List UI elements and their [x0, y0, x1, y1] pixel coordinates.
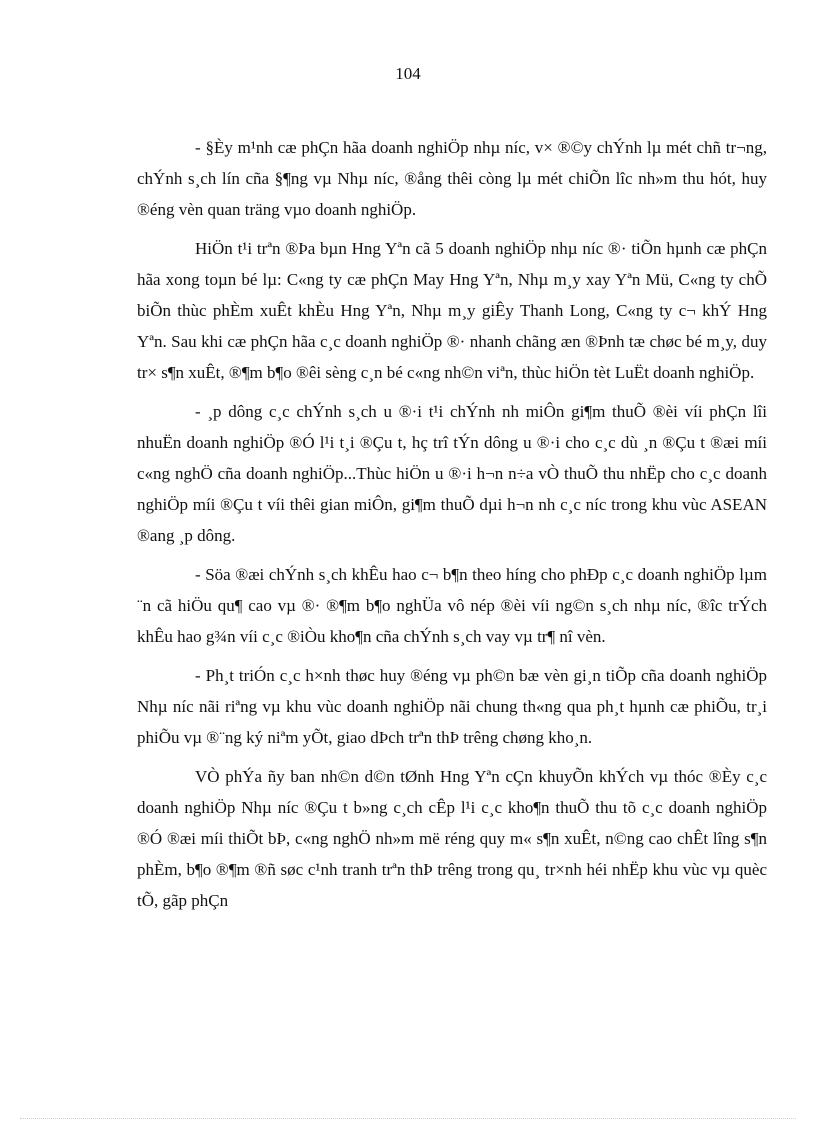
paragraph: - §Èy m¹nh cæ phÇn hãa doanh nghiÖp nhµ níc, v× ®©y chÝnh lµ mét chñ tr¬ng, chÝnh s¸ch lín cña §¶ng vµ Nhµ níc, ®ång thêi còng lµ mét chiÕn lîc nh»m thu hót, huy ®éng vèn quan träng vµo doanh nghiÖp.	[137, 138, 767, 219]
paragraph: HiÖn t¹i trªn ®Þa bµn Hng Yªn cã 5 doanh nghiÖp nhµ níc ®· tiÕn hµnh cæ phÇn hãa xong toµn bé lµ: C«ng ty cæ phÇn May Hng Yªn, Nhµ m¸y xay Yªn Mü, C«ng ty chÕ biÕn thùc phÈm xuÊt khÈu Hng Yªn, Nhµ m¸y giÊy Thanh Long, C«ng ty c¬ khÝ Hng Yªn. Sau khi cæ phÇn hãa c¸c doanh nghiÖp ®· nhanh chãng æn ®Þnh tæ chøc bé m¸y, duy tr× s¶n xuÊt, ®¶m b¶o ®êi sèng c¸n bé c«ng nh©n viªn, thùc hiÖn tèt LuËt doanh nghiÖp.	[137, 239, 767, 382]
page-number: 104	[395, 64, 421, 83]
body-text	[137, 132, 767, 924]
paragraph: - Söa ®æi chÝnh s¸ch khÊu hao c¬ b¶n theo híng cho phÐp c¸c doanh nghiÖp lµm ¨n cã hiÖu qu¶ cao vµ ®· ®¶m b¶o nghÜa vô nép ®èi víi ng©n s¸ch nhµ níc, ®îc trÝch khÊu hao g¾n víi c¸c ®iÒu kho¶n cña chÝnh s¸ch vay vµ tr¶ nî vèn.	[137, 565, 767, 646]
bottom-divider	[20, 1118, 796, 1119]
paragraph: VÒ phÝa ñy ban nh©n d©n tØnh Hng Yªn cÇn khuyÕn khÝch vµ thóc ®Èy c¸c doanh nghiÖp Nhµ níc ®Çu t b»ng c¸ch cÊp l¹i c¸c kho¶n thuÕ thu tõ c¸c doanh nghiÖp ®Ó ®æi míi thiÕt bÞ, c«ng nghÖ nh»m më réng quy m« s¶n xuÊt, n©ng cao chÊt lîng s¶n phÈm, b¶o ®¶m ®ñ søc c¹nh tranh trªn thÞ trêng trong qu¸ tr×nh héi nhËp khu vùc vµ quèc tÕ, gãp phÇn	[137, 767, 767, 910]
paragraph: - ¸p dông c¸c chÝnh s¸ch u ®·i t¹i chÝnh nh miÔn gi¶m thuÕ ®èi víi phÇn lîi nhuËn doanh nghiÖp ®Ó l¹i t¸i ®Çu t, hç trî tÝn dông u ®·i cho c¸c dù ¸n ®Çu t ®æi míi c«ng nghÖ cña doanh nghiÖp...Thùc hiÖn u ®·i h¬n n÷a vÒ thuÕ thu nhËp cho c¸c doanh nghiÖp míi ®Çu t víi thêi gian miÔn, gi¶m thuÕ dµi h¬n nh c¸c níc trong khu vùc ASEAN ®ang ¸p dông.	[137, 402, 767, 545]
paragraph: - Ph¸t triÓn c¸c h×nh thøc huy ®éng vµ ph©n bæ vèn gi¸n tiÕp cña doanh nghiÖp Nhµ níc nãi riªng vµ khu vùc doanh nghiÖp nãi chung th«ng qua ph¸t hµnh cæ phiÕu, tr¸i phiÕu vµ ®¨ng ký niªm yÕt, giao dÞch trªn thÞ trêng chøng kho¸n.	[137, 666, 767, 747]
